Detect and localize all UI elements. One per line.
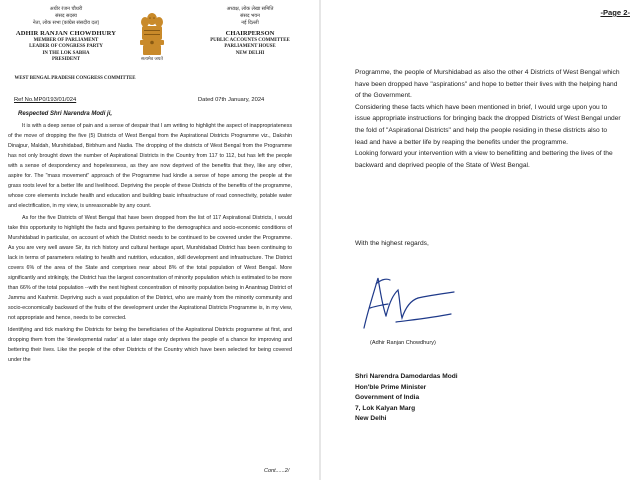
- sender-line: IN THE LOK SABHA: [42, 50, 90, 56]
- body-paragraph: It is with a deep sense of pain and a sense of despair that I am writing to highlight the aspect of inappropriateness of the move of dropping the five (5) Districts of West Bengal from the Aspirational Districts Programme viz., Dakshin Dinajpur, Maldah, Murshidabad, Birbhum and Nadia. The dropping of the districts of West Bengal from the Programme has not only brought down the number of Aspirational Districts in the Country from 117 to 112, but has left the people with a sense of despondency and hopelessness, as they are now deprived of the benefits that they, like any other, aspire for. The "mass movement" approach of the Programme had kindle a sense of hope among the people at the grass roots level for a better life and livelihood. Depriving the people of these Districts of the benefits of the programme, whose core elements include health and education and building basic infrastructure of road connectivity, potable water and electrification, in my view, is unreasonable by any count.: [8, 123, 292, 209]
- body-paragraph: Identifying and tick marking the Districts for being the beneficiaries of the Aspirational Districts programme at first, and dropping them from the 'developmental radar' at a later stage only deprives the people of a chance for improving and bettering their lives. Like the people of the other Districts of the Country which have been selected for being covered under the: [8, 327, 292, 363]
- sender-line: LEADER OF CONGRESS PARTY: [29, 44, 103, 50]
- signatory-name: (Adhir Ranjan Chowdhury): [370, 340, 436, 346]
- letter-body-continued: [355, 67, 621, 171]
- letterhead-right: [184, 6, 316, 57]
- national-emblem-icon: [138, 10, 166, 62]
- page-number-heading: -Page 2-: [600, 8, 630, 17]
- reference-number: Ref No.MP0/193/01/024: [14, 97, 77, 103]
- body-paragraph: Considering these facts which have been mentioned in brief, I would urge upon you to issue appropriate instructions for bringing back the dropped Districts of West Bengal under the fold of "Aspirational Districts" and help the people residing in these districts also to lead and have a better life by reaping the benefits under the programme.: [355, 103, 621, 146]
- committee-line: PUBLIC ACCOUNTS COMMITTEE: [210, 38, 290, 43]
- letterhead-left: [0, 6, 132, 63]
- hindi-title: अध्यक्ष, लोक लेखा समिति: [226, 6, 274, 12]
- sender-line: MEMBER OF PARLIAMENT: [33, 38, 99, 43]
- address-line: Government of India: [355, 394, 420, 402]
- hindi-party: नेता, लोक सभा (कांग्रेस संसदीय दल): [32, 20, 100, 26]
- address-line: Shri Narendra Damodardas Modi: [355, 373, 458, 380]
- continued-marker: Cont......2/: [264, 468, 290, 474]
- emblem-motto: सत्यमेव जयते: [141, 56, 163, 61]
- letter-date: Dated 07th January, 2024: [198, 97, 265, 103]
- committee-line: NEW DELHI: [235, 50, 265, 56]
- address-line: 7, Lok Kalyan Marg: [355, 404, 416, 412]
- salutation: Respected Shri Narendra Modi ji,: [18, 111, 113, 117]
- closing-regards: With the highest regards,: [355, 240, 429, 247]
- letter-body: [8, 121, 292, 367]
- sender-name: ADHIR RANJAN CHOWDHURY: [15, 30, 117, 37]
- page-divider: [319, 0, 321, 480]
- hindi-role: संसद सदस्य: [55, 13, 77, 19]
- sender-committee: WEST BENGAL PRADESH CONGRESS COMMITTEE: [14, 76, 136, 81]
- chairperson-title: CHAIRPERSON: [225, 30, 275, 37]
- body-paragraph: Programme, the people of Murshidabad as also the other 4 Districts of West Bengal which have been dropped have "aspirations" and hope to better their lives with the helping hand of the Government.: [355, 69, 620, 100]
- hindi-title: संसद भवन: [240, 13, 260, 19]
- address-line: Hon'ble Prime Minister: [355, 383, 427, 391]
- body-paragraph: As for the five Districts of West Bengal that have been dropped from the list of 117 Aspirational Districts, I would take this opportunity to highlight the facts and figures pertaining to the demographics and socio-economic conditions of Murshidabad in particular, on account of which the District needs to be continued to be covered under the Programme. As you are very well aware Sir, its rich history and cultural heritage apart, Murshidabad District has been continuing to lack in terms of parameters relating to health and nutrition, education, skill development and infrastructure. The District covers 6% of the area of the State and comprises near about 8% of the total population of West Bengal. More significantly and strikingly, the District has the largest concentration of minority population which is estimated to be more than 66% of the total population --with the next highest concentration of minority population being in Anantnag District of Jammu and Kashmir. Depriving such a vast population of the District, who are mainly from the minority community and socio-economically backward of the fruits of the development under the Aspirational Districts Programme is, in my view, not appropriate and hence, needs to be corrected.: [8, 215, 292, 321]
- letter-page-2: [324, 0, 640, 480]
- sender-line: PRESIDENT: [52, 56, 80, 62]
- letter-page-1: [0, 0, 316, 480]
- body-paragraph: Looking forward your intervention with a view to benefitting and bettering the lives of the backward and deprived people of the State of West Bengal.: [355, 150, 613, 169]
- recipient-address: [355, 372, 458, 425]
- hindi-name: अधीर रंजन चौधरी: [49, 6, 83, 12]
- handwritten-signature: [356, 270, 476, 340]
- hindi-title: नई दिल्ली: [241, 20, 259, 26]
- committee-line: PARLIAMENT HOUSE: [224, 44, 276, 50]
- address-line: New Delhi: [355, 415, 387, 423]
